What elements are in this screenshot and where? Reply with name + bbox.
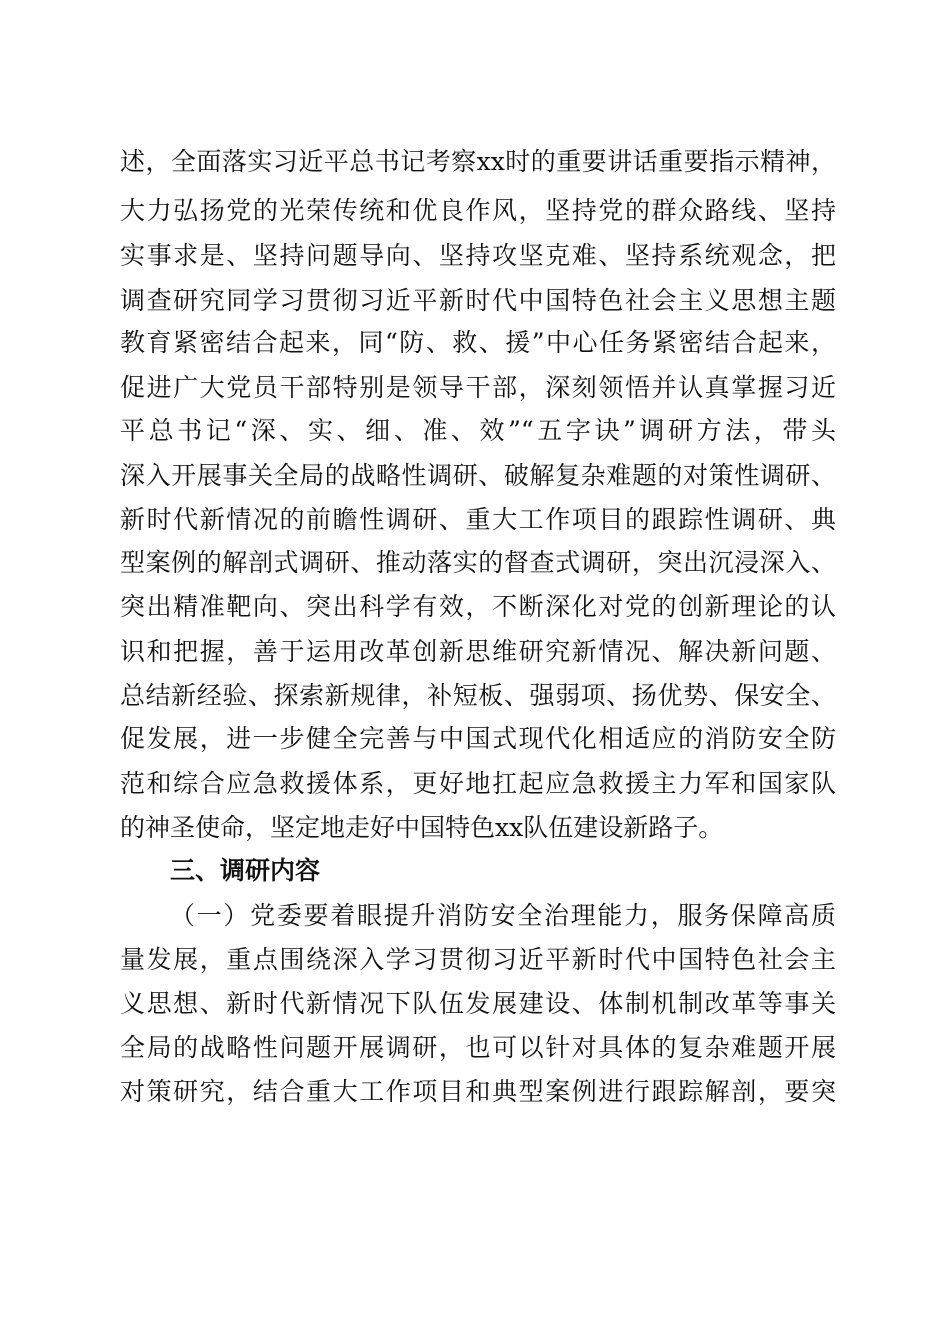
section-heading: 三、调研内容 (170, 856, 321, 885)
paragraph1-line-10: 型案例的解剖式调研、推动落实的督查式调研，突出沉浸深入、 (120, 548, 836, 577)
paragraph1-line-1: 述，全面落实习近平总书记考察xx时的重要讲话重要指示精神， (120, 147, 836, 176)
paragraph1-line-3: 实事求是、坚持问题导向、坚持攻坚克难、坚持系统观念，把 (120, 241, 836, 270)
paragraph1-line-2: 大力弘扬党的光荣传统和优良作风，坚持党的群众路线、坚持 (120, 196, 836, 225)
paragraph1-line-13: 总结新经验、探索新规律，补短板、强弱项、扬优势、保安全、 (120, 681, 836, 710)
paragraph1-line-7: 平总书记“深、实、细、准、效”“五字诀”调研方法，带头 (120, 416, 836, 445)
paragraph1-line-9: 新时代新情况的前瞻性调研、重大工作项目的跟踪性调研、典 (120, 505, 836, 534)
paragraph1-line-11: 突出精准靶向、突出科学有效，不断深化对党的创新理论的认 (120, 592, 836, 621)
paragraph1-line-12: 识和把握，善于运用改革创新思维研究新情况、解决新问题、 (120, 637, 836, 666)
paragraph1-line-5: 教育紧密结合起来，同“防、救、援”中心任务紧密结合起来， (120, 328, 836, 357)
paragraph1-line-4: 调查研究同学习贯彻习近平新时代中国特色社会主义思想主题 (120, 286, 836, 315)
paragraph2-line-5: 对策研究，结合重大工作项目和典型案例进行跟踪解剖，要突 (120, 1077, 836, 1106)
paragraph2-line-3: 义思想、新时代新情况下队伍发展建设、体制机制改革等事关 (120, 989, 836, 1018)
paragraph1-line-16: 的神圣使命，坚定地走好中国特色xx队伍建设新路子。 (120, 813, 724, 842)
paragraph1-line-14: 促发展，进一步健全完善与中国式现代化相适应的消防安全防 (120, 724, 836, 753)
paragraph1-line-6: 促进广大党员干部特别是领导干部，深刻领悟并认真掌握习近 (120, 373, 836, 402)
paragraph2-line-4: 全局的战略性问题开展调研，也可以针对具体的复杂难题开展 (120, 1033, 836, 1062)
paragraph1-line-8: 深入开展事关全局的战略性调研、破解复杂难题的对策性调研、 (120, 461, 836, 490)
paragraph2-line-2: 量发展，重点围绕深入学习贯彻习近平新时代中国特色社会主 (120, 945, 836, 974)
paragraph2-line-1: （一）党委要着眼提升消防安全治理能力，服务保障高质 (170, 901, 836, 930)
paragraph1-line-15: 范和综合应急救援体系，更好地扛起应急救援主力军和国家队 (120, 769, 836, 798)
